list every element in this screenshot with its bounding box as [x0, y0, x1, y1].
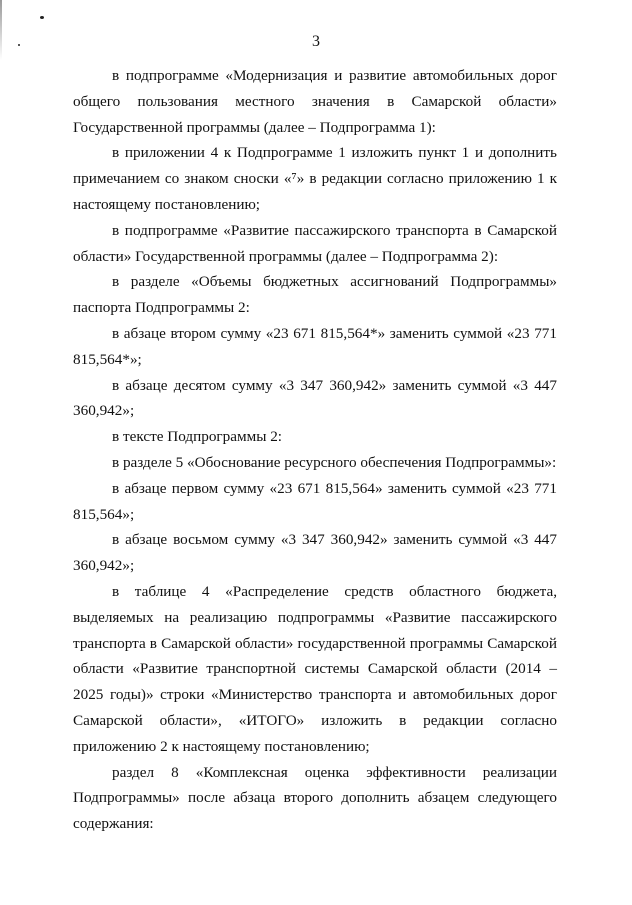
paragraph: в подпрограмме «Модернизация и развитие автомобильных дорог общего пользования местного значения в Самарской области» Государственной программы (далее – Подпрограмма 1): — [73, 67, 557, 136]
paragraph: в подпрограмме «Развитие пассажирского транспорта в Самарской области» Государственной программы (далее – Подпрограмма 2): — [73, 221, 557, 265]
page-number: 3 — [312, 33, 320, 50]
paragraph: в абзаце десятом сумму «3 347 360,942» заменить суммой «3 447 360,942»; — [73, 376, 557, 420]
scan-edge — [0, 0, 2, 60]
paragraph: в разделе «Объемы бюджетных ассигнований Подпрограммы» паспорта Подпрограммы 2: — [73, 273, 557, 317]
paragraph: в таблице 4 «Распределение средств областного бюджета, выделяемых на реализацию подпрограммы «Развитие пассажирского транспорта в Самарской области» государственной программы Самарской области «Развитие транспортной системы Самарской области (2014 – 2025 годы)» строки «Министерство транспорта и автомобильных дорог Самарской области», «ИТОГО» изложить в редакции согласно приложению 2 к настоящему постановлению; — [73, 582, 557, 755]
paragraph: в абзаце первом сумму «23 671 815,564» заменить суммой «23 771 815,564»; — [73, 479, 557, 523]
document-body — [73, 63, 557, 837]
paragraph: в абзаце втором сумму «23 671 815,564*» заменить суммой «23 771 815,564*»; — [73, 324, 557, 368]
paragraph: в абзаце восьмом сумму «3 347 360,942» заменить суммой «3 447 360,942»; — [73, 531, 557, 575]
scan-speck — [40, 16, 44, 19]
paragraph: в приложении 4 к Подпрограмме 1 изложить пункт 1 и дополнить примечанием со знаком сноски «⁷» в редакции согласно приложению 1 к настоящему постановлению; — [73, 144, 557, 213]
paragraph: в тексте Подпрограммы 2: — [112, 428, 283, 446]
paragraph: в разделе 5 «Обоснование ресурсного обеспечения Подпрограммы»: — [112, 453, 557, 471]
paragraph: раздел 8 «Комплексная оценка эффективности реализации Подпрограммы» после абзаца второго дополнить абзацем следующего содержания: — [73, 763, 557, 833]
